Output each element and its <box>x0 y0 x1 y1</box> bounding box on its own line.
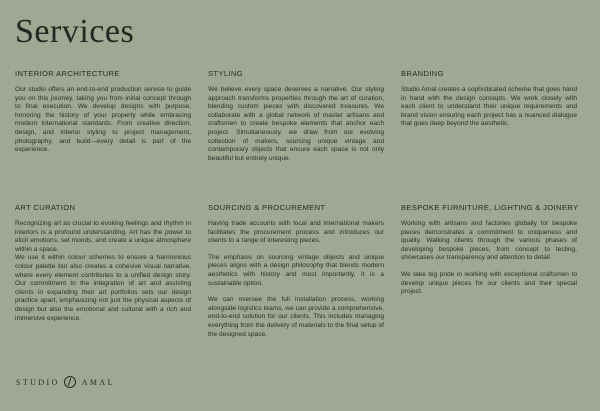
service-heading: STYLING <box>208 69 243 78</box>
service-heading: ART CURATION <box>15 203 76 212</box>
studio-amal-logo <box>16 376 115 388</box>
service-styling <box>208 68 384 163</box>
service-paragraph: The emphasis on sourcing vintage objects and unique pieces aligns with a design philosophy that blends modern aesthetics with history and most importantly, it is a sustainable option. <box>208 253 384 287</box>
service-paragraph: We use it within colour schemes to ensure a harmonious colour palette but also creates a cohesive visual narrative, where every element contributes to a unified design story. Our commitment to the integration of art and assisting clients in expanding their art portfolios sets our design practice apart, emphasizing not just the physical aspects of design but also the emotional and cultural with a rich and immersive experience. <box>15 254 191 322</box>
service-paragraph: Studio Amal creates a sophisticated scheme that goes hand in hand with the design concepts. We work closely with each client to understand their unique requirements and brand vision ensuring each project has a nuanced dialogue that goes deep beyond the aesthetic. <box>401 86 577 128</box>
service-paragraph: Working with artisans and factories globally for bespoke pieces demonstrates a commitment to uniqueness and quality. Walking clients through the various phases of developing bespoke pieces, from concept to testing, showcases our transparency and attention to detail. <box>401 220 577 262</box>
studio-amal-mark-icon <box>64 376 76 388</box>
service-paragraph: Having trade accounts with local and international makers facilitates the procurement process and introduces our clients to a range of interesting pieces. <box>208 220 384 245</box>
service-sourcing-procurement <box>208 202 384 339</box>
service-bespoke-furniture <box>401 202 577 297</box>
service-heading: SOURCING & PROCUREMENT <box>208 203 326 212</box>
service-paragraph: We believe every space deserves a narrative. Our styling approach transforms properties through the art of curation, blending custom pieces with discovered treasures. We collaborate with a global network of master artisans and craftsmen to create bespoke elements that anchor each project. Simultaneously, we draw from our evolving collection of makers, sourcing unique vintage and contemporary objects that ensure each space is not only beautiful but entirely unique. <box>208 86 384 162</box>
service-interior-architecture <box>15 68 191 155</box>
service-paragraph: Our studio offers an end-to-end production service to guide you on this journey, taking you from initial concept through to final execution. We develop designs with purpose, honoring the history of your property while embracing modern international standards. From creative direction, design, and interior styling to project management, photography, and build—every detail is part of the experience. <box>15 86 191 154</box>
logo-text-right: AMAL <box>81 377 115 387</box>
service-paragraph: We take big pride in working with exceptional craftsmen to develop unique pieces for our clients and their special project. <box>401 270 577 296</box>
service-paragraph: We can oversee the full installation process, working alongside logistics teams, we can provide a comprehensive, end-to-end solution for our clients. This includes managing everything from the delivery of materials to the final setup of the designed space. <box>208 296 384 338</box>
service-paragraph: Recognizing art as crucial to evoking feelings and rhythm in interiors is a profound understanding. Art has the power to elicit emotions, set moods, and create a unique atmosphere within a space. <box>15 220 191 253</box>
service-heading: BESPOKE FURNITURE, LIGHTING & JOINERY <box>401 203 579 212</box>
logo-text-left: STUDIO <box>16 377 60 387</box>
page-title: Services <box>15 13 135 50</box>
service-heading: INTERIOR ARCHITECTURE <box>15 69 120 78</box>
service-branding <box>401 68 577 129</box>
service-art-curation <box>15 202 191 323</box>
service-heading: BRANDING <box>401 69 444 78</box>
